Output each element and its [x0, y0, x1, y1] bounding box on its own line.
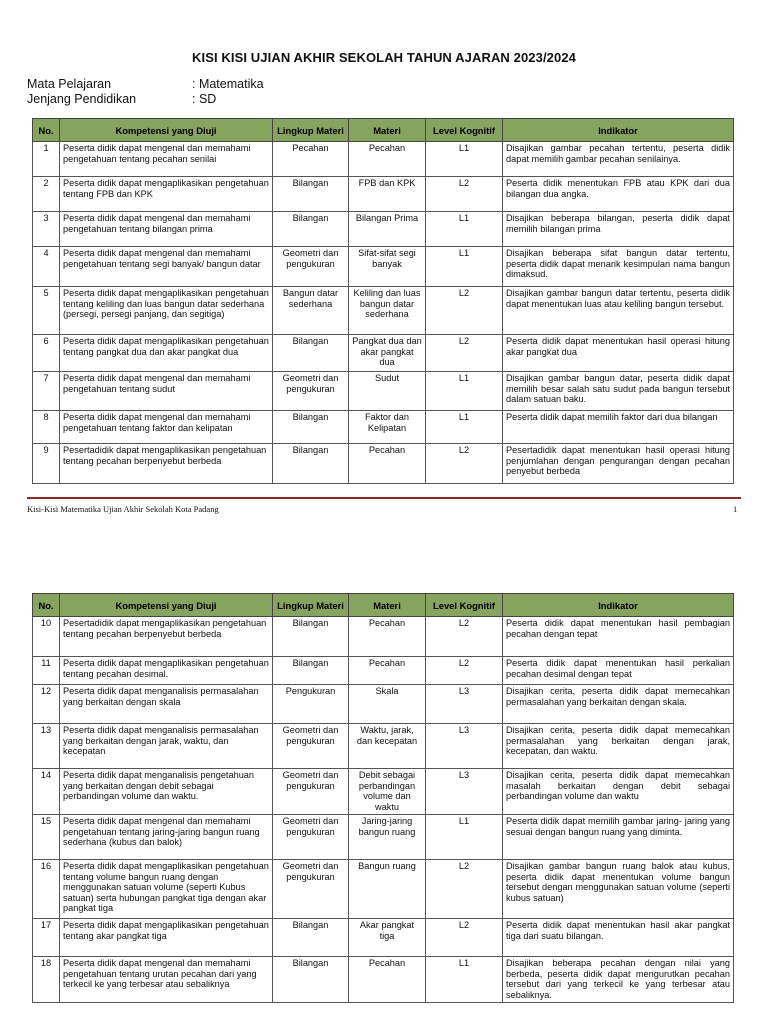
- cell-materi: Faktor dan Kelipatan: [349, 411, 426, 444]
- cell-level: L2: [426, 617, 503, 657]
- meta-label: Jenjang Pendidikan: [27, 92, 137, 106]
- table-row: [33, 247, 734, 287]
- cell-lingkup: Bilangan: [273, 411, 349, 444]
- cell-materi: Waktu, jarak, dan kecepatan: [349, 724, 426, 769]
- cell-no: 2: [33, 177, 60, 212]
- table-row: [33, 685, 734, 724]
- cell-level: L2: [426, 287, 503, 335]
- cell-kompetensi: Peserta didik dapat mengenal dan memahami pengetahuan tentang faktor dan kelipatan: [60, 411, 273, 444]
- cell-no: 12: [33, 685, 60, 724]
- cell-materi: Sifat-sifat segi banyak: [349, 247, 426, 287]
- footer-text: Kisi-Kisi Matematika Ujian Akhir Sekolah Kota Padang: [27, 504, 219, 514]
- cell-lingkup: Bilangan: [273, 177, 349, 212]
- cell-indikator: Disajikan gambar bangun datar tertentu, peserta didik dapat menentukan luas atau keliling bangun tersebut.: [503, 287, 734, 335]
- kisi-table-page1: [32, 118, 734, 484]
- header-lingkup: Lingkup Materi: [273, 119, 349, 142]
- cell-no: 15: [33, 815, 60, 860]
- cell-indikator: Disajikan gambar bangun ruang balok atau kubus, peserta didik dapat menentukan volume bangun tersebut dengan menggunakan satuan volume (seperti kubus satuan): [503, 860, 734, 919]
- cell-indikator: Disajikan cerita, peserta didik dapat memecahkan masalah berkaitan dengan debit sebagai perbandingan volume dan waktu: [503, 769, 734, 815]
- cell-no: 17: [33, 919, 60, 957]
- cell-no: 6: [33, 335, 60, 372]
- cell-materi: Akar pangkat tiga: [349, 919, 426, 957]
- table-row: [33, 335, 734, 372]
- cell-indikator: Disajikan gambar pecahan tertentu, peserta didik dapat memilih gambar pecahan senilainya.: [503, 142, 734, 177]
- table-row: [33, 617, 734, 657]
- meta-value: : Matematika: [192, 77, 264, 91]
- table-header-row: [33, 594, 734, 617]
- table-row: [33, 724, 734, 769]
- cell-no: 18: [33, 957, 60, 1003]
- table-row: [33, 177, 734, 212]
- footer-divider: [27, 497, 741, 499]
- cell-level: L3: [426, 724, 503, 769]
- cell-lingkup: Bilangan: [273, 335, 349, 372]
- cell-materi: Jaring-jaring bangun ruang: [349, 815, 426, 860]
- table-row: [33, 860, 734, 919]
- cell-kompetensi: Peserta didik dapat mengenal dan memahami pengetahuan tentang bilangan prima: [60, 212, 273, 247]
- header-no: No.: [33, 119, 60, 142]
- cell-kompetensi: Peserta didik dapat mengaplikasikan pengetahuan tentang akar pangkat tiga: [60, 919, 273, 957]
- cell-lingkup: Pecahan: [273, 142, 349, 177]
- cell-lingkup: Geometri dan pengukuran: [273, 769, 349, 815]
- page-number: 1: [733, 504, 738, 514]
- table-row: [33, 769, 734, 815]
- cell-level: L1: [426, 372, 503, 411]
- cell-lingkup: Bangun datar sederhana: [273, 287, 349, 335]
- cell-no: 10: [33, 617, 60, 657]
- cell-materi: Pecahan: [349, 444, 426, 484]
- header-kompetensi: Kompetensi yang Diuji: [60, 119, 273, 142]
- table-row: [33, 919, 734, 957]
- cell-materi: Bangun ruang: [349, 860, 426, 919]
- header-no: No.: [33, 594, 60, 617]
- header-level: Level Kognitif: [426, 594, 503, 617]
- cell-level: L2: [426, 657, 503, 685]
- cell-kompetensi: Peserta didik dapat menganalisis permasalahan yang berkaitan dengan jarak, waktu, dan kecepatan: [60, 724, 273, 769]
- meta-value: : SD: [192, 92, 217, 106]
- cell-no: 16: [33, 860, 60, 919]
- table-row: [33, 957, 734, 1003]
- header-materi: Materi: [349, 594, 426, 617]
- cell-no: 13: [33, 724, 60, 769]
- cell-indikator: Peserta didik dapat memilih faktor dari dua bilangan: [503, 411, 734, 444]
- cell-kompetensi: Peserta didik dapat menganalisis permasalahan yang berkaitan dengan skala: [60, 685, 273, 724]
- cell-no: 9: [33, 444, 60, 484]
- cell-materi: Sudut: [349, 372, 426, 411]
- cell-level: L1: [426, 247, 503, 287]
- cell-lingkup: Bilangan: [273, 657, 349, 685]
- cell-lingkup: Geometri dan pengukuran: [273, 372, 349, 411]
- cell-indikator: Disajikan beberapa bilangan, peserta didik dapat memilih bilangan prima: [503, 212, 734, 247]
- cell-no: 3: [33, 212, 60, 247]
- header-materi: Materi: [349, 119, 426, 142]
- cell-kompetensi: Peserta didik dapat mengaplikasikan pengetahuan tentang keliling dan luas bangun datar sederhana (persegi, persegi panjang, dan segitiga): [60, 287, 273, 335]
- cell-materi: Debit sebagai perbandingan volume dan waktu: [349, 769, 426, 815]
- cell-lingkup: Bilangan: [273, 919, 349, 957]
- cell-materi: FPB dan KPK: [349, 177, 426, 212]
- table-row: [33, 287, 734, 335]
- cell-indikator: Peserta didik menentukan FPB atau KPK dari dua bilangan dua angka.: [503, 177, 734, 212]
- cell-indikator: Disajikan gambar bangun datar, peserta didik dapat memilih besar salah satu sudut pada bangun tersebut dalam satuan baku.: [503, 372, 734, 411]
- cell-indikator: Pesertadidik dapat menentukan hasil operasi hitung penjumlahan dengan pengurangan dengan pecahan penyebut berbeda: [503, 444, 734, 484]
- header-lingkup: Lingkup Materi: [273, 594, 349, 617]
- cell-no: 1: [33, 142, 60, 177]
- cell-lingkup: Pengukuran: [273, 685, 349, 724]
- cell-level: L1: [426, 212, 503, 247]
- cell-level: L2: [426, 919, 503, 957]
- cell-lingkup: Bilangan: [273, 212, 349, 247]
- cell-level: L2: [426, 444, 503, 484]
- document-title: KISI KISI UJIAN AKHIR SEKOLAH TAHUN AJARAN 2023/2024: [192, 50, 576, 65]
- table-header-row: [33, 119, 734, 142]
- cell-lingkup: Bilangan: [273, 617, 349, 657]
- cell-lingkup: Bilangan: [273, 444, 349, 484]
- table-row: [33, 411, 734, 444]
- cell-level: L1: [426, 957, 503, 1003]
- table-row: [33, 444, 734, 484]
- cell-level: L1: [426, 411, 503, 444]
- cell-lingkup: Geometri dan pengukuran: [273, 860, 349, 919]
- cell-kompetensi: Peserta didik dapat mengenal dan memahami pengetahuan tentang pecahan senilai: [60, 142, 273, 177]
- cell-no: 5: [33, 287, 60, 335]
- meta-label: Mata Pelajaran: [27, 77, 112, 91]
- cell-indikator: Peserta didik dapat menentukan hasil pembagian pecahan dengan tepat: [503, 617, 734, 657]
- cell-materi: Bilangan Prima: [349, 212, 426, 247]
- cell-kompetensi: Peserta didik dapat mengaplikasikan pengetahuan tentang pecahan desimal.: [60, 657, 273, 685]
- cell-kompetensi: Peserta didik dapat menganalisis pengetahuan yang berkaitan dengan debit sebagai perbandingan volume dan waktu.: [60, 769, 273, 815]
- cell-level: L1: [426, 142, 503, 177]
- cell-kompetensi: Peserta didik dapat mengaplikasikan pengetahuan tentang pangkat dua dan akar pangkat dua: [60, 335, 273, 372]
- cell-indikator: Peserta didik dapat menentukan hasil akar pangkat tiga dari suatu bilangan.: [503, 919, 734, 957]
- table-row: [33, 142, 734, 177]
- cell-indikator: Disajikan beberapa sifat bangun datar tertentu, peserta didik dapat menarik kesimpulan nama bangun dimaksud.: [503, 247, 734, 287]
- cell-kompetensi: Peserta didik dapat mengaplikasikan pengetahuan tentang FPB dan KPK: [60, 177, 273, 212]
- cell-lingkup: Geometri dan pengukuran: [273, 247, 349, 287]
- cell-no: 8: [33, 411, 60, 444]
- cell-indikator: Peserta didik dapat menentukan hasil perkalian pecahan desimal dengan tepat: [503, 657, 734, 685]
- cell-lingkup: Geometri dan pengukuran: [273, 724, 349, 769]
- cell-kompetensi: Peserta didik dapat mengenal dan memahami pengetahuan tentang segi banyak/ bangun datar: [60, 247, 273, 287]
- cell-level: L2: [426, 860, 503, 919]
- cell-kompetensi: Peserta didik dapat mengenal dan memahami pengetahuan tentang jaring-jaring bangun ruang sederhana (kubus dan balok): [60, 815, 273, 860]
- header-indikator: Indikator: [503, 594, 734, 617]
- cell-level: L3: [426, 685, 503, 724]
- cell-no: 4: [33, 247, 60, 287]
- cell-materi: Skala: [349, 685, 426, 724]
- cell-level: L2: [426, 177, 503, 212]
- cell-kompetensi: Peserta didik dapat mengaplikasikan pengetahuan tentang volume bangun ruang dengan menggunakan satuan volume (seperti Kubus satuan) serta hubungan pangkat tiga dengan akar pangkat tiga: [60, 860, 273, 919]
- cell-materi: Pecahan: [349, 617, 426, 657]
- cell-kompetensi: Pesertadidik dapat mengaplikasikan pengetahuan tentang pecahan berpenyebut berbeda: [60, 617, 273, 657]
- cell-materi: Pecahan: [349, 957, 426, 1003]
- table-row: [33, 815, 734, 860]
- cell-level: L3: [426, 769, 503, 815]
- cell-indikator: Peserta didik dapat menentukan hasil operasi hitung akar pangkat dua: [503, 335, 734, 372]
- header-kompetensi: Kompetensi yang Diuji: [60, 594, 273, 617]
- meta-row-subject: [27, 77, 264, 92]
- cell-indikator: Disajikan cerita, peserta didik dapat memecahkan permasalahan yang berkaitan dengan jarak, kecepatan, dan waktu.: [503, 724, 734, 769]
- cell-kompetensi: Peserta didik dapat mengenal dan memahami pengetahuan tentang urutan pecahan dari yang terkecil ke yang terbesar atau sebaliknya: [60, 957, 273, 1003]
- cell-kompetensi: Pesertadidik dapat mengaplikasikan pengetahuan tentang pecahan berpenyebut berbeda: [60, 444, 273, 484]
- cell-no: 14: [33, 769, 60, 815]
- meta-row-level: [27, 92, 216, 107]
- cell-materi: Pangkat dua dan akar pangkat dua: [349, 335, 426, 372]
- kisi-table-page2: [32, 593, 734, 1003]
- table-row: [33, 212, 734, 247]
- cell-no: 7: [33, 372, 60, 411]
- cell-no: 11: [33, 657, 60, 685]
- header-level: Level Kognitif: [426, 119, 503, 142]
- cell-level: L2: [426, 335, 503, 372]
- header-indikator: Indikator: [503, 119, 734, 142]
- cell-indikator: Disajikan beberapa pecahan dengan nilai yang berbeda, peserta didik dapat mengurutkan pecahan tersebut dari yang terkecil ke yang terbesar atau sebaliknya.: [503, 957, 734, 1003]
- cell-lingkup: Bilangan: [273, 957, 349, 1003]
- cell-materi: Keliling dan luas bangun datar sederhana: [349, 287, 426, 335]
- cell-materi: Pecahan: [349, 142, 426, 177]
- cell-level: L1: [426, 815, 503, 860]
- cell-indikator: Peserta didik dapat memilih gambar jaring- jaring yang sesuai dengan bangun ruang yang diminta.: [503, 815, 734, 860]
- cell-lingkup: Geometri dan pengukuran: [273, 815, 349, 860]
- table-row: [33, 372, 734, 411]
- table-row: [33, 657, 734, 685]
- cell-kompetensi: Peserta didik dapat mengenal dan memahami pengetahuan tentang sudut: [60, 372, 273, 411]
- cell-indikator: Disajikan cerita, peserta didik dapat memecahkan permasalahan yang berkaitan dengan skala.: [503, 685, 734, 724]
- cell-materi: Pecahan: [349, 657, 426, 685]
